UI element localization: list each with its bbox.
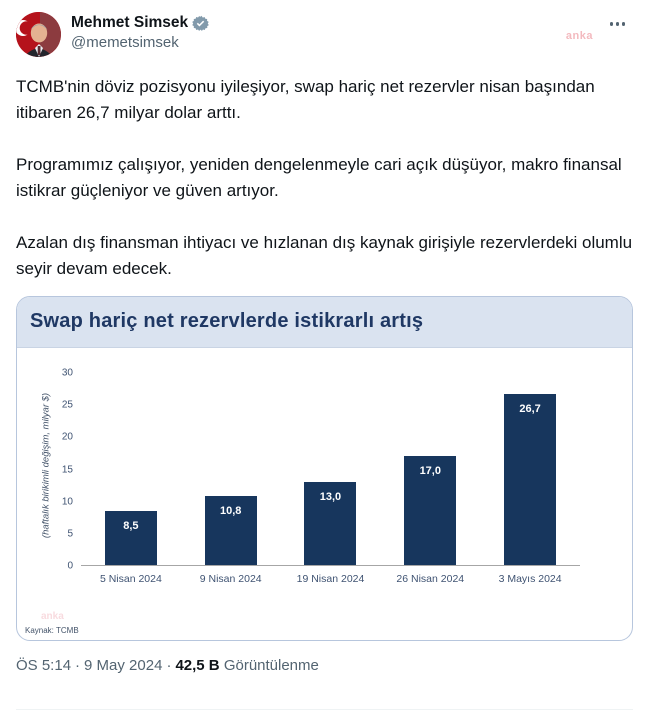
x-tick: 26 Nisan 2024	[396, 573, 465, 585]
tweet-metadata	[16, 657, 633, 674]
y-tick: 10	[61, 496, 73, 508]
dot-icon	[616, 22, 620, 26]
views-count[interactable]: 42,5 B	[175, 657, 220, 674]
divider	[16, 709, 633, 710]
verified-badge-icon	[192, 15, 209, 32]
post-time[interactable]: ÖS 5:14	[16, 657, 72, 674]
dot-icon	[622, 22, 626, 26]
chart-title: Swap hariç net rezervlerde istikrarlı artış	[30, 309, 424, 332]
bar-9-nisan	[205, 496, 257, 565]
tweet-text	[16, 74, 633, 282]
bar-26-nisan	[404, 456, 456, 565]
display-name[interactable]: Mehmet Simsek	[71, 14, 189, 31]
bar-value-label: 17,0	[419, 465, 441, 478]
anka-watermark: anka	[565, 30, 593, 42]
chart-plot-region	[17, 348, 632, 640]
y-axis-label: (haftalık birikimli değişim, milyar $)	[40, 392, 52, 539]
bar-value-label: 13,0	[319, 490, 342, 503]
x-tick: 5 Nisan 2024	[99, 573, 162, 585]
bar-value-label: 8,5	[123, 519, 139, 532]
user-handle[interactable]: @memetsimsek	[71, 34, 179, 51]
tweet-header	[16, 0, 633, 57]
tweet-paragraph: Azalan dış finansman ihtiyacı ve hızlanan dış kaynak girişiyle rezervlerdeki olumlu seyir devam edecek.	[16, 233, 633, 278]
y-tick: 20	[61, 431, 73, 443]
y-axis-ticks	[47, 367, 73, 572]
avatar[interactable]	[16, 12, 61, 57]
y-tick: 0	[67, 560, 73, 572]
x-axis-labels	[81, 573, 580, 585]
y-tick: 5	[67, 528, 73, 540]
x-tick: 19 Nisan 2024	[296, 573, 365, 585]
y-tick: 25	[61, 399, 73, 411]
x-tick: 3 Mayıs 2024	[498, 573, 562, 585]
avatar-photo	[16, 12, 61, 57]
bar-5-nisan	[105, 511, 157, 565]
author-names	[71, 12, 209, 57]
chart-image[interactable]	[16, 296, 633, 641]
post-date[interactable]: 9 May 2024	[84, 657, 163, 674]
separator: ·	[75, 657, 81, 674]
y-tick: 30	[61, 367, 73, 379]
more-button[interactable]	[604, 16, 632, 32]
chart-header-band	[17, 297, 632, 348]
bar-19-nisan	[304, 482, 356, 565]
x-tick: 9 Nisan 2024	[199, 573, 262, 585]
bar-plot	[81, 373, 580, 566]
y-tick: 15	[61, 464, 73, 475]
chart-source: Kaynak: TCMB	[25, 626, 79, 635]
bar-value-label: 10,8	[219, 504, 242, 517]
tweet-paragraph: Programımız çalışıyor, yeniden dengelenmeyle cari açık düşüyor, makro finansal istikrar güçleniyor ve güven artıyor.	[16, 155, 622, 200]
dot-icon	[610, 22, 614, 26]
bar-3-mayis	[504, 394, 556, 565]
bar-value-label: 26,7	[519, 403, 541, 416]
tweet-paragraph: TCMB'nin döviz pozisyonu iyileşiyor, swap hariç net rezervler nisan başından itibaren 26,7 milyar dolar arttı.	[16, 77, 595, 122]
views-label: Görüntülenme	[223, 657, 319, 674]
separator: ·	[166, 657, 172, 674]
anka-watermark: anka	[41, 611, 64, 622]
